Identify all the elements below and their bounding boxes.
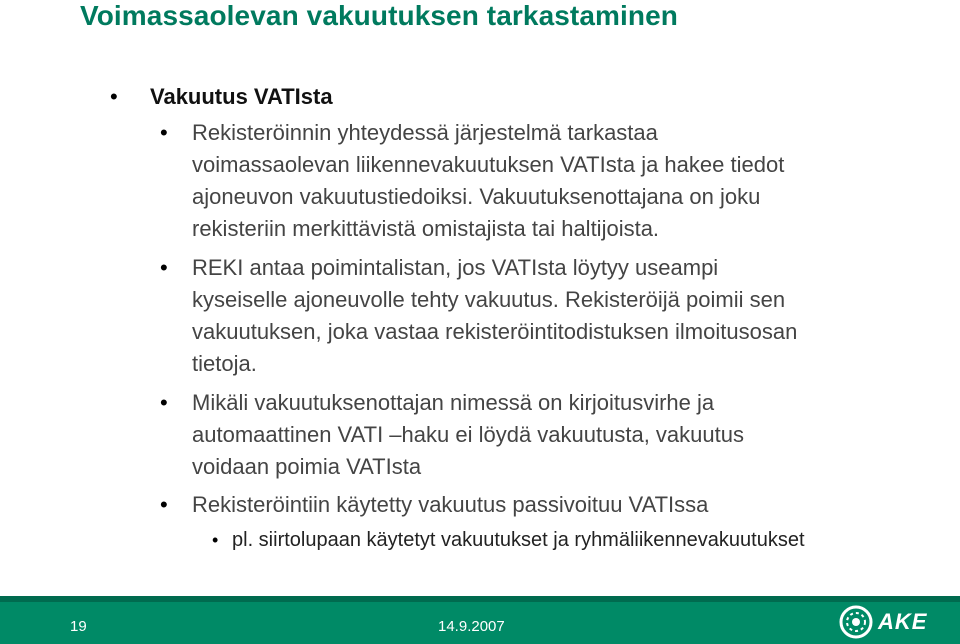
bullet-text-line: ajoneuvon vakuutustiedoiksi. Vakuutuksenottajana on joku (192, 184, 761, 209)
bullet-marker: • (110, 84, 118, 109)
bullet-text-line: Mikäli vakuutuksenottajan nimessä on kirjoitusvirhe ja (192, 390, 715, 415)
sub-bullet-text: pl. siirtolupaan käytetyt vakuutukset ja ryhmäliikennevakuutukset (232, 529, 805, 551)
logo-text: AKE (878, 609, 928, 634)
bullet-text-line: tietoja. (192, 351, 257, 376)
bullet-text-line: rekisteriin merkittävistä omistajista tai haltijoista. (192, 216, 660, 241)
bullet-text-line: automaattinen VATI –haku ei löydä vakuutusta, vakuutus (192, 422, 744, 447)
bullet-text-line: voimassaolevan liikennevakuutuksen VATIsta ja hakee tiedot (192, 152, 785, 177)
page-number: 19 (70, 618, 87, 635)
bullet-marker: • (160, 120, 168, 145)
bullet-marker: • (160, 390, 168, 415)
sub-bullet-marker: • (212, 530, 219, 550)
bullet-text-line: vakuutuksen, joka vastaa rekisteröintitodistuksen ilmoitusosan (192, 319, 798, 344)
bullet-text-line: kyseiselle ajoneuvolle tehty vakuutus. Rekisteröijä poimii sen (192, 287, 786, 312)
footer-stripe (0, 596, 960, 602)
slide-title: Voimassaolevan vakuutuksen tarkastaminen (80, 0, 678, 31)
bullet-marker: • (160, 492, 168, 517)
bullet-text-line: voidaan poimia VATIsta (192, 454, 422, 479)
footer-date: 14.9.2007 (438, 618, 505, 635)
section-heading: Vakuutus VATIsta (150, 84, 333, 109)
bullet-text-line: REKI antaa poimintalistan, jos VATIsta löytyy useampi (192, 255, 719, 280)
bullet-text-line: Rekisteröintiin käytetty vakuutus passivoituu VATIssa (192, 492, 709, 517)
bullet-text-line: Rekisteröinnin yhteydessä järjestelmä tarkastaa (192, 120, 658, 145)
bullet-marker: • (160, 255, 168, 280)
